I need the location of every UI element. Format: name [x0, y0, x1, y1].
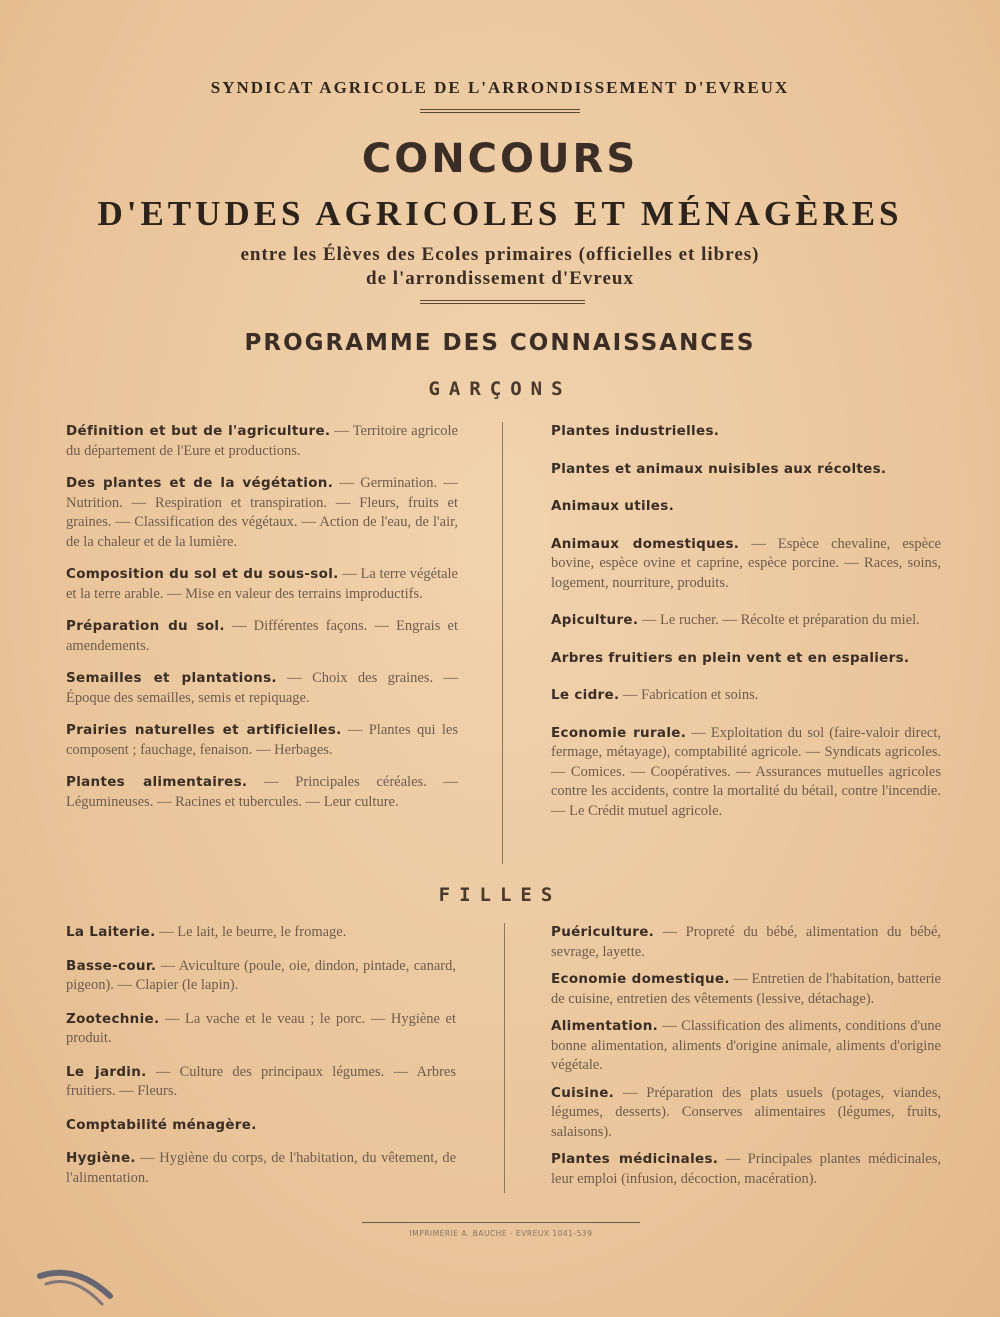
entry-text: — Différentes façons. — Engrais et amendements. [66, 618, 458, 654]
entry-text: — Classification des aliments, conditions d'une bonne alimentation, aliments d'origine animale, aliments d'origine végétale. [551, 1018, 941, 1073]
entry-text: — Le rucher. — Récolte et préparation du miel. [638, 612, 920, 628]
entry-text: — Germination. —Nutrition. — Respiration et transpiration. — Fleurs, fruits et graines. — Classification des végétaux. — Action de l'eau, de l'air, de la chaleur et de la lumière. [66, 475, 458, 550]
entry-heading: Préparation du sol. [66, 618, 225, 634]
garcons-left-column [66, 422, 458, 825]
entry-heading: Zootechnie. [66, 1010, 160, 1027]
entry-text: — Plantes qui les composent ; fauchage, fenaison. — Herbages. [66, 722, 458, 758]
printer-imprint: IMPRIMERIE A. BAUCHE - EVREUX 1041-539 [409, 1229, 593, 1238]
program-entry [551, 724, 941, 822]
program-entry [551, 923, 941, 962]
program-entry [551, 1084, 941, 1143]
document-title: CONCOURS [361, 136, 639, 182]
program-entry [551, 1017, 941, 1076]
filles-column-divider [504, 923, 505, 1193]
entry-text: — Principales plantes médicinales, leur emploi (infusion, décoction, macération). [551, 1151, 941, 1187]
program-entry [551, 422, 941, 442]
entry-heading: Puériculture. [551, 924, 655, 940]
program-entry [551, 970, 941, 1009]
entry-heading: Semailles et plantations. [66, 670, 277, 686]
entry-heading: Cuisine. [551, 1084, 615, 1101]
garcons-column-divider [502, 422, 503, 864]
filles-right-column [551, 923, 941, 1197]
entry-text: — Le lait, le beurre, le fromage. [155, 924, 347, 940]
program-entry [66, 474, 458, 552]
subtitle-line-2: de l'arrondissement d'Evreux [366, 268, 634, 289]
entry-text: — Exploitation du sol (faire-valoir direct, fermage, métayage), comptabilité agricole. — Syndicats agricoles. — Comices. — Coopératives. — Assurances mutuelles agricoles contre les accidents, contre la mortalité du bétail, contre l'incendie. — Le Crédit mutuel agricole. [551, 724, 941, 819]
entry-heading: Définition et but de l'agriculture. [66, 423, 331, 439]
program-entry [551, 1150, 941, 1189]
entry-heading: Composition du sol et du sous-sol. [66, 566, 339, 582]
entry-text: — Choix des graines. — Époque des semailles, semis et repiquage. [66, 670, 458, 706]
library-stamp-icon [36, 1266, 116, 1312]
program-entry [66, 565, 458, 604]
entry-heading: Animaux utiles. [551, 498, 675, 514]
entry-heading: Plantes alimentaires. [66, 774, 248, 790]
program-entry [66, 773, 458, 812]
entry-heading: La Laiterie. [66, 924, 156, 940]
entry-heading: Economie rurale. [551, 724, 687, 741]
entry-heading: Animaux domestiques. [551, 535, 740, 552]
program-entry [66, 422, 458, 461]
entry-text: — Territoire agricole du département de l'Eure et productions. [66, 423, 458, 459]
program-entry [66, 669, 458, 708]
entry-heading: Apiculture. [551, 612, 639, 628]
subtitle-line-1: entre les Élèves des Ecoles primaires (officielles et libres) [240, 244, 760, 265]
program-entry [551, 497, 941, 517]
entry-heading: Plantes et animaux nuisibles aux récoltes. [551, 460, 887, 477]
footer-divider [362, 1222, 640, 1223]
filles-left-column [66, 923, 456, 1202]
entry-heading: Le cidre. [551, 687, 620, 703]
entry-heading: Des plantes et de la végétation. [66, 475, 334, 491]
entry-heading: Prairies naturelles et artificielles. [66, 722, 342, 738]
entry-heading: Plantes industrielles. [551, 423, 720, 439]
entry-text: — Aviculture (poule, oie, dindon, pintade, canard, pigeon). — Clapier (le lapin). [66, 957, 456, 993]
garcons-right-column [551, 422, 941, 839]
program-entry [551, 686, 941, 706]
entry-text: — Culture des principaux légumes. — Arbres fruitiers. — Fleurs. [66, 1063, 456, 1099]
organization-name: SYNDICAT AGRICOLE DE L'ARRONDISSEMENT D'EVREUX [210, 78, 790, 97]
program-entry [66, 1010, 456, 1049]
program-entry [551, 460, 941, 480]
program-entry [66, 923, 456, 943]
program-entry [66, 721, 458, 760]
program-entry [66, 617, 458, 656]
entry-heading: Alimentation. [551, 1018, 659, 1034]
entry-text: — Propreté du bébé, alimentation du bébé, sevrage, layette. [551, 924, 941, 960]
entry-heading: Comptabilité ménagère. [66, 1116, 257, 1133]
entry-heading: Le jardin. [66, 1063, 147, 1080]
filles-heading: FILLES [438, 884, 562, 906]
entry-text: — Entretien de l'habitation, batterie de cuisine, entretien des vêtements (lessive, détachage). [551, 971, 941, 1007]
header-divider [420, 109, 580, 110]
garcons-heading: GARÇONS [428, 378, 572, 400]
entry-heading: Plantes médicinales. [551, 1151, 719, 1167]
entry-text: — Fabrication et soins. [619, 687, 759, 703]
program-entry [66, 957, 456, 996]
program-entry [66, 1116, 456, 1136]
program-entry [551, 611, 941, 631]
entry-text: — La vache et le veau ; le porc. — Hygiène et produit. [66, 1010, 456, 1046]
entry-heading: Basse-cour. [66, 957, 157, 974]
program-entry [66, 1149, 456, 1188]
entry-text: — Préparation des plats usuels (potages, viandes, légumes, desserts). Conserves alimentaires (légumes, fruits, salaisons). [551, 1084, 941, 1140]
program-title: PROGRAMME DES CONNAISSANCES [244, 330, 756, 356]
program-entry [551, 649, 941, 669]
document-subtitle: D'ETUDES AGRICOLES ET MÉNAGÈRES [97, 194, 903, 233]
entry-text: — Espèce chevaline, espèce bovine, espèce ovine et caprine, espèce porcine. — Races, soins, logement, nourriture, produits. [551, 535, 941, 591]
entry-heading: Hygiène. [66, 1150, 136, 1166]
entry-text: — Principales céréales. — Légumineuses. — Racines et tubercules. — Leur culture. [66, 774, 458, 810]
entry-text: — La terre végétale et la terre arable. — Mise en valeur des terrains improductifs. [66, 566, 458, 602]
entry-heading: Economie domestique. [551, 971, 730, 987]
entry-heading: Arbres fruitiers en plein vent et en espaliers. [551, 649, 910, 666]
subtitle-divider [420, 300, 585, 301]
program-entry [551, 535, 941, 594]
entry-text: — Hygiène du corps, de l'habitation, du vêtement, de l'alimentation. [66, 1150, 456, 1186]
program-entry [66, 1063, 456, 1102]
